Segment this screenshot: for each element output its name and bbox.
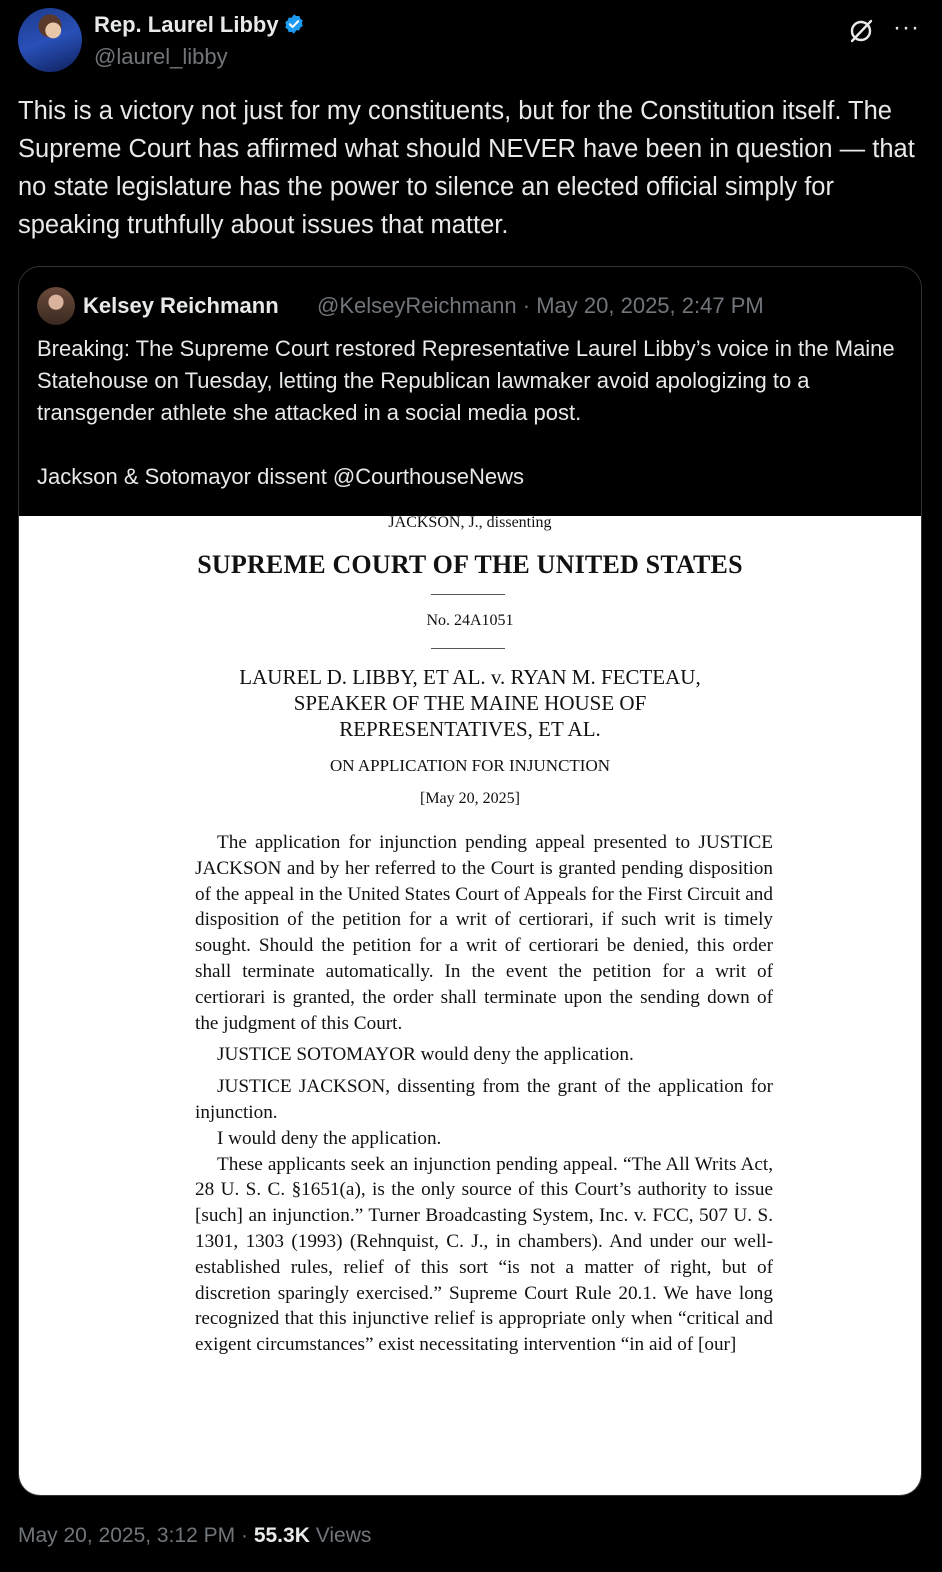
quote-text-paragraph: Breaking: The Supreme Court restored Representative Laurel Libby’s voice in the Maine Statehouse on Tuesday, letting the Republican lawmaker avoid apologizing to a transgender athlete she attacked in a social media post. [37, 336, 895, 425]
tweet-footer [18, 1524, 371, 1548]
doc-caption [19, 664, 921, 742]
views-label: Views [315, 1524, 372, 1547]
tweet-timestamp[interactable]: May 20, 2025, 3:12 PM [18, 1524, 236, 1547]
avatar[interactable] [18, 8, 82, 72]
author-display-name[interactable] [94, 12, 305, 38]
doc-running-head: JACKSON, J., dissenting [388, 514, 552, 531]
divider [431, 648, 505, 649]
doc-paragraph: JUSTICE SOTOMAYOR would deny the application. [217, 1044, 634, 1066]
quote-meta [317, 293, 764, 319]
quote-timestamp: May 20, 2025, 2:47 PM [536, 293, 764, 318]
doc-paragraph: JUSTICE JACKSON, dissenting from the grant of the application for injunction. [195, 1076, 773, 1123]
views-count: 55.3K [253, 1524, 310, 1547]
author-handle[interactable]: @laurel_libby [94, 44, 228, 69]
grok-icon[interactable] [846, 16, 876, 46]
quoted-tweet[interactable] [18, 266, 922, 1496]
quote-attached-image[interactable] [19, 516, 921, 1495]
quote-text [37, 333, 907, 493]
doc-case-number: No. 24A1051 [426, 612, 514, 629]
tweet-text: This is a victory not just for my constituents, but for the Constitution itself. The Supreme Court has affirmed what should NEVER have been in question — that no state legislature has the power to silence an elected official simply for speaking truthfully about issues that matter. [18, 97, 915, 239]
doc-body [195, 830, 773, 1358]
doc-court-title: SUPREME COURT OF THE UNITED STATES [197, 550, 743, 579]
doc-caption-line: SPEAKER OF THE MAINE HOUSE OF [293, 691, 647, 715]
verified-badge-icon [283, 13, 305, 35]
divider [431, 594, 505, 595]
doc-paragraph: The application for injunction pending appeal presented to JUSTICE JACKSON and by her referred to the Court is granted pending disposition of the appeal in the United States Court of Appeals for the First Circuit and disposition of the petition for a writ of certiorari, if such writ is timely sought. Should the petition for a writ of certiorari be denied, this order shall terminate automatically. In the event the petition for a writ of certiorari is granted, the order shall terminate upon the sending down of the judgment of this Court. [195, 832, 773, 1034]
more-icon[interactable]: ··· [893, 14, 920, 41]
footer-separator: · [240, 1524, 248, 1547]
author-name-text[interactable]: Rep. Laurel Libby [94, 12, 279, 37]
quote-separator: · [522, 293, 531, 318]
doc-paragraph: These applicants seek an injunction pending appeal. “The All Writs Act, 28 U. S. C. §1651(a), is the only source of this Court’s authority to issue [such] an injunction.” Turner Broadcasting System, Inc. v. FCC, 507 U. S. 1301, 1303 (1993) (Rehnquist, C. J., in chambers). And under our well-established rules, relief of this sort “is not a matter of right, but of discretion sparingly exercised.” Supreme Court Rule 20.1. We have long recognized that this injunctive relief is appropriate only when “critical and exigent circumstances” exist necessitating intervention “in aid of [our] [195, 1153, 773, 1356]
doc-on-application: ON APPLICATION FOR INJUNCTION [329, 756, 611, 775]
quote-text-paragraph: Jackson & Sotomayor dissent @CourthouseNews [37, 464, 524, 489]
doc-date: [May 20, 2025] [420, 790, 520, 807]
quote-header [37, 287, 907, 327]
quote-avatar [37, 287, 75, 325]
quote-handle: @KelseyReichmann [317, 293, 517, 318]
doc-caption-line: REPRESENTATIVES, ET AL. [339, 717, 601, 741]
doc-caption-line: LAUREL D. LIBBY, ET AL. v. RYAN M. FECTEAU, [239, 665, 701, 689]
quote-author-name: Kelsey Reichmann [83, 293, 279, 318]
tweet-header [18, 8, 924, 74]
doc-paragraph: I would deny the application. [217, 1127, 442, 1149]
